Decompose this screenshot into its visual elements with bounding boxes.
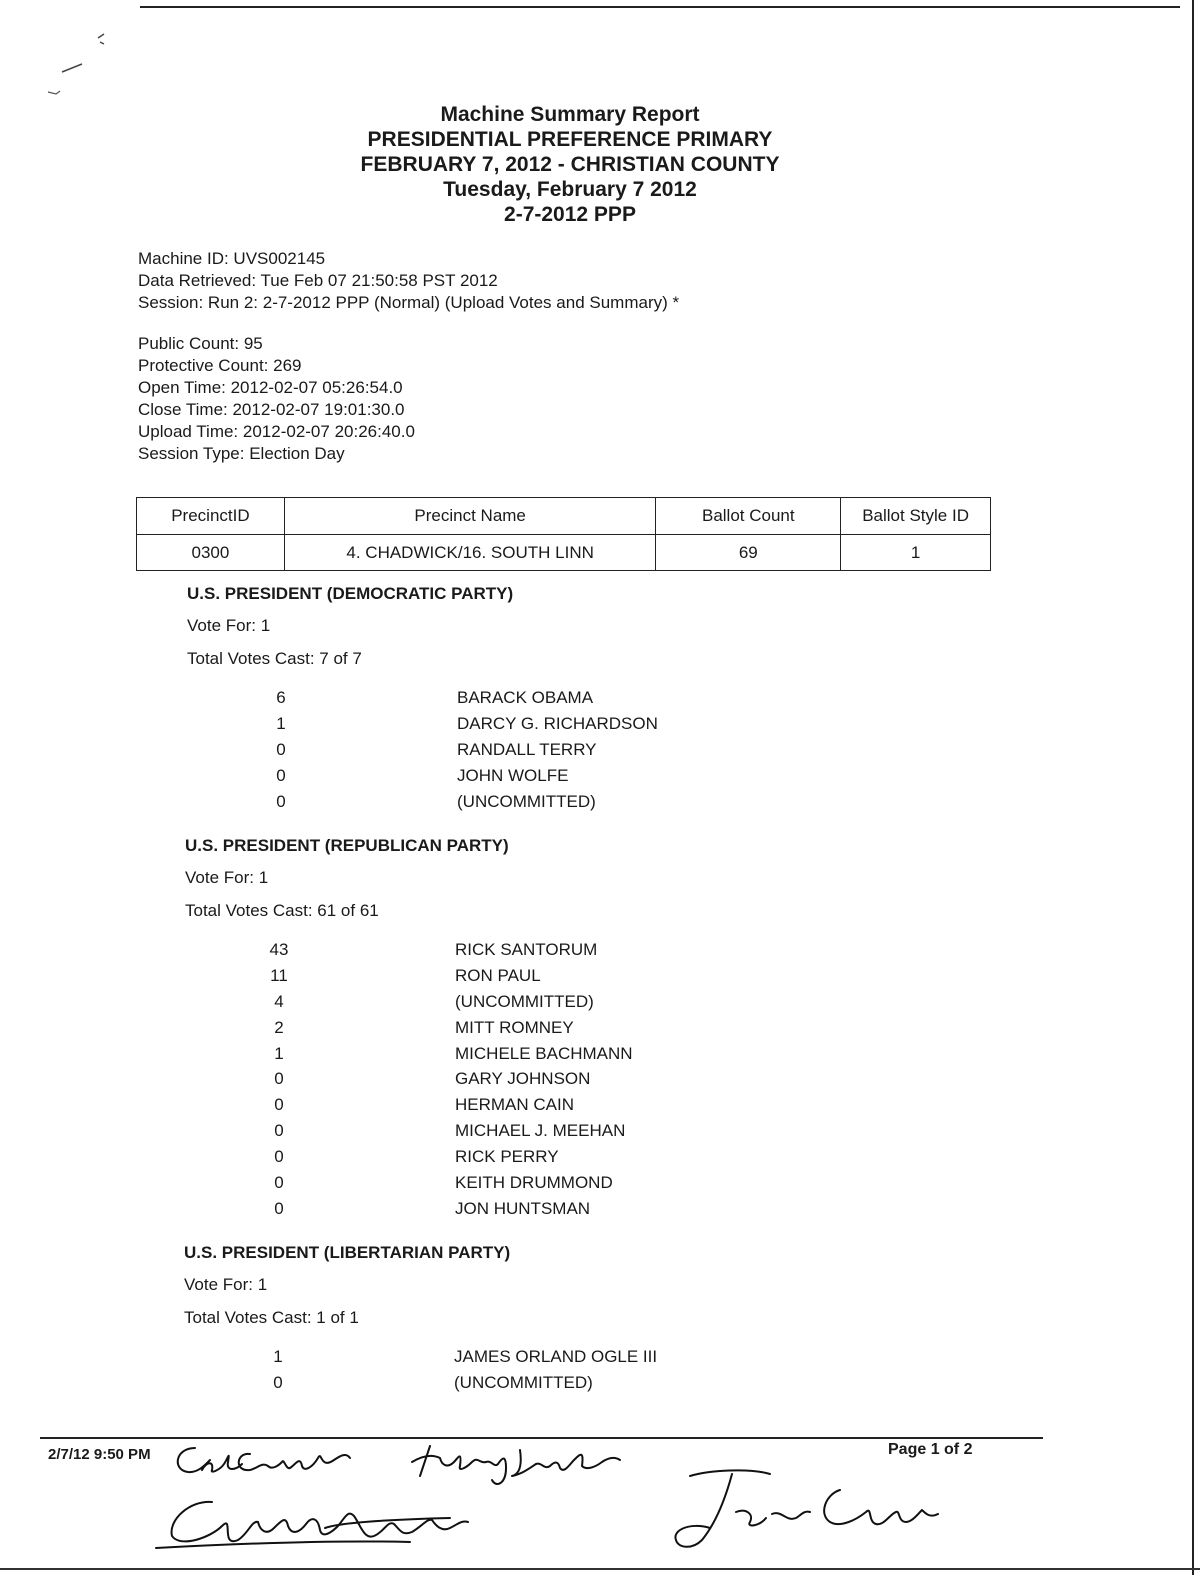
candidate-name: RICK SANTORUM [455, 940, 598, 959]
session-info: Session: Run 2: 2-7-2012 PPP (Normal) (Upload Votes and Summary) * [138, 293, 680, 312]
candidate-name: BARACK OBAMA [457, 688, 594, 707]
candidate-name: JOHN WOLFE [457, 765, 569, 785]
protective-count: Protective Count: 269 [138, 356, 302, 375]
vote-for: Vote For: 1 [185, 868, 269, 887]
candidate-name: RICK PERRY [455, 1147, 559, 1167]
vote-count: 1 [274, 1043, 284, 1063]
scan-edge-top [140, 6, 1180, 8]
printed-timestamp: 2/7/12 9:50 PM [48, 1446, 151, 1463]
election-day: Tuesday, February 7 2012 [443, 178, 697, 201]
vote-count: 0 [274, 1173, 284, 1193]
page-number: Page 1 of 2 [888, 1441, 973, 1458]
machine-info [138, 248, 679, 314]
candidate-name: MICHAEL J. MEEHAN [455, 1121, 626, 1141]
election-date-county: FEBRUARY 7, 2012 - CHRISTIAN COUNTY [360, 153, 780, 176]
close-time: Close Time: 2012-02-07 19:01:30.0 [138, 400, 405, 419]
vote-count: 0 [276, 765, 286, 785]
cell-ballot-style-id: 1 [841, 535, 991, 571]
total-votes: Total Votes Cast: 61 of 61 [185, 901, 379, 920]
candidate-name: RANDALL TERRY [457, 739, 597, 759]
precinct-table [136, 497, 991, 571]
cell-precinct-id: 0300 [137, 535, 285, 571]
machine-id: Machine ID: UVS002145 [138, 249, 326, 268]
data-retrieved: Data Retrieved: Tue Feb 07 21:50:58 PST 2012 [138, 271, 498, 290]
scan-specks [40, 30, 120, 110]
cell-precinct-name: 4. CHADWICK/16. SOUTH LINN [284, 535, 656, 571]
vote-count: 0 [273, 1372, 283, 1392]
scan-edge-right [1192, 0, 1194, 1575]
total-votes: Total Votes Cast: 1 of 1 [184, 1308, 359, 1327]
vote-count: 1 [273, 1347, 283, 1366]
vote-count: 0 [276, 791, 286, 811]
candidate-name: DARCY G. RICHARDSON [457, 713, 658, 733]
candidate-name: (UNCOMMITTED) [457, 791, 596, 811]
candidate-name: KEITH DRUMMOND [455, 1173, 613, 1193]
vote-for: Vote For: 1 [187, 616, 271, 635]
header-precinct-name: Precinct Name [284, 498, 656, 535]
vote-count: 0 [274, 1069, 284, 1089]
report-title: Machine Summary Report [440, 103, 700, 126]
vote-count: 0 [274, 1198, 284, 1218]
election-code: 2-7-2012 PPP [504, 203, 636, 226]
header-ballot-count: Ballot Count [656, 498, 841, 535]
public-count: Public Count: 95 [138, 334, 263, 353]
race-title: U.S. PRESIDENT (LIBERTARIAN PARTY) [184, 1243, 511, 1262]
table-row [137, 535, 991, 571]
scan-edge-bottom [0, 1568, 1200, 1570]
session-type: Session Type: Election Day [138, 444, 345, 463]
vote-count: 1 [276, 713, 286, 733]
vote-count: 0 [276, 739, 286, 759]
vote-count: 6 [276, 688, 286, 707]
race-title: U.S. PRESIDENT (DEMOCRATIC PARTY) [187, 584, 514, 603]
precinct-table-header [137, 498, 991, 535]
election-name: PRESIDENTIAL PREFERENCE PRIMARY [367, 128, 773, 151]
candidate-name: MICHELE BACHMANN [455, 1043, 633, 1063]
candidate-name: JON HUNTSMAN [455, 1198, 591, 1218]
count-info [138, 333, 415, 465]
header-precinct-id: PrecinctID [137, 498, 285, 535]
race-title: U.S. PRESIDENT (REPUBLICAN PARTY) [185, 836, 509, 855]
footer-divider [40, 1437, 1043, 1439]
candidate-name: JAMES ORLAND OGLE III [454, 1347, 658, 1366]
vote-for: Vote For: 1 [184, 1275, 268, 1294]
vote-count: 43 [269, 940, 289, 959]
header-ballot-style-id: Ballot Style ID [841, 498, 991, 535]
vote-count: 4 [274, 991, 284, 1011]
upload-time: Upload Time: 2012-02-07 20:26:40.0 [138, 422, 415, 441]
candidate-name: (UNCOMMITTED) [455, 991, 594, 1011]
vote-count: 11 [270, 965, 288, 985]
vote-count: 0 [274, 1147, 284, 1167]
candidate-name: HERMAN CAIN [455, 1095, 575, 1115]
cell-ballot-count: 69 [656, 535, 841, 571]
candidate-name: RON PAUL [455, 965, 541, 985]
vote-count: 0 [274, 1095, 284, 1115]
candidate-name: MITT ROMNEY [455, 1017, 574, 1037]
total-votes: Total Votes Cast: 7 of 7 [187, 649, 362, 668]
report-header [300, 102, 840, 227]
vote-count: 0 [274, 1121, 284, 1141]
handwritten-signatures [150, 1440, 940, 1565]
candidate-name: GARY JOHNSON [455, 1069, 591, 1089]
open-time: Open Time: 2012-02-07 05:26:54.0 [138, 378, 403, 397]
vote-count: 2 [274, 1017, 284, 1037]
candidate-name: (UNCOMMITTED) [454, 1372, 593, 1392]
